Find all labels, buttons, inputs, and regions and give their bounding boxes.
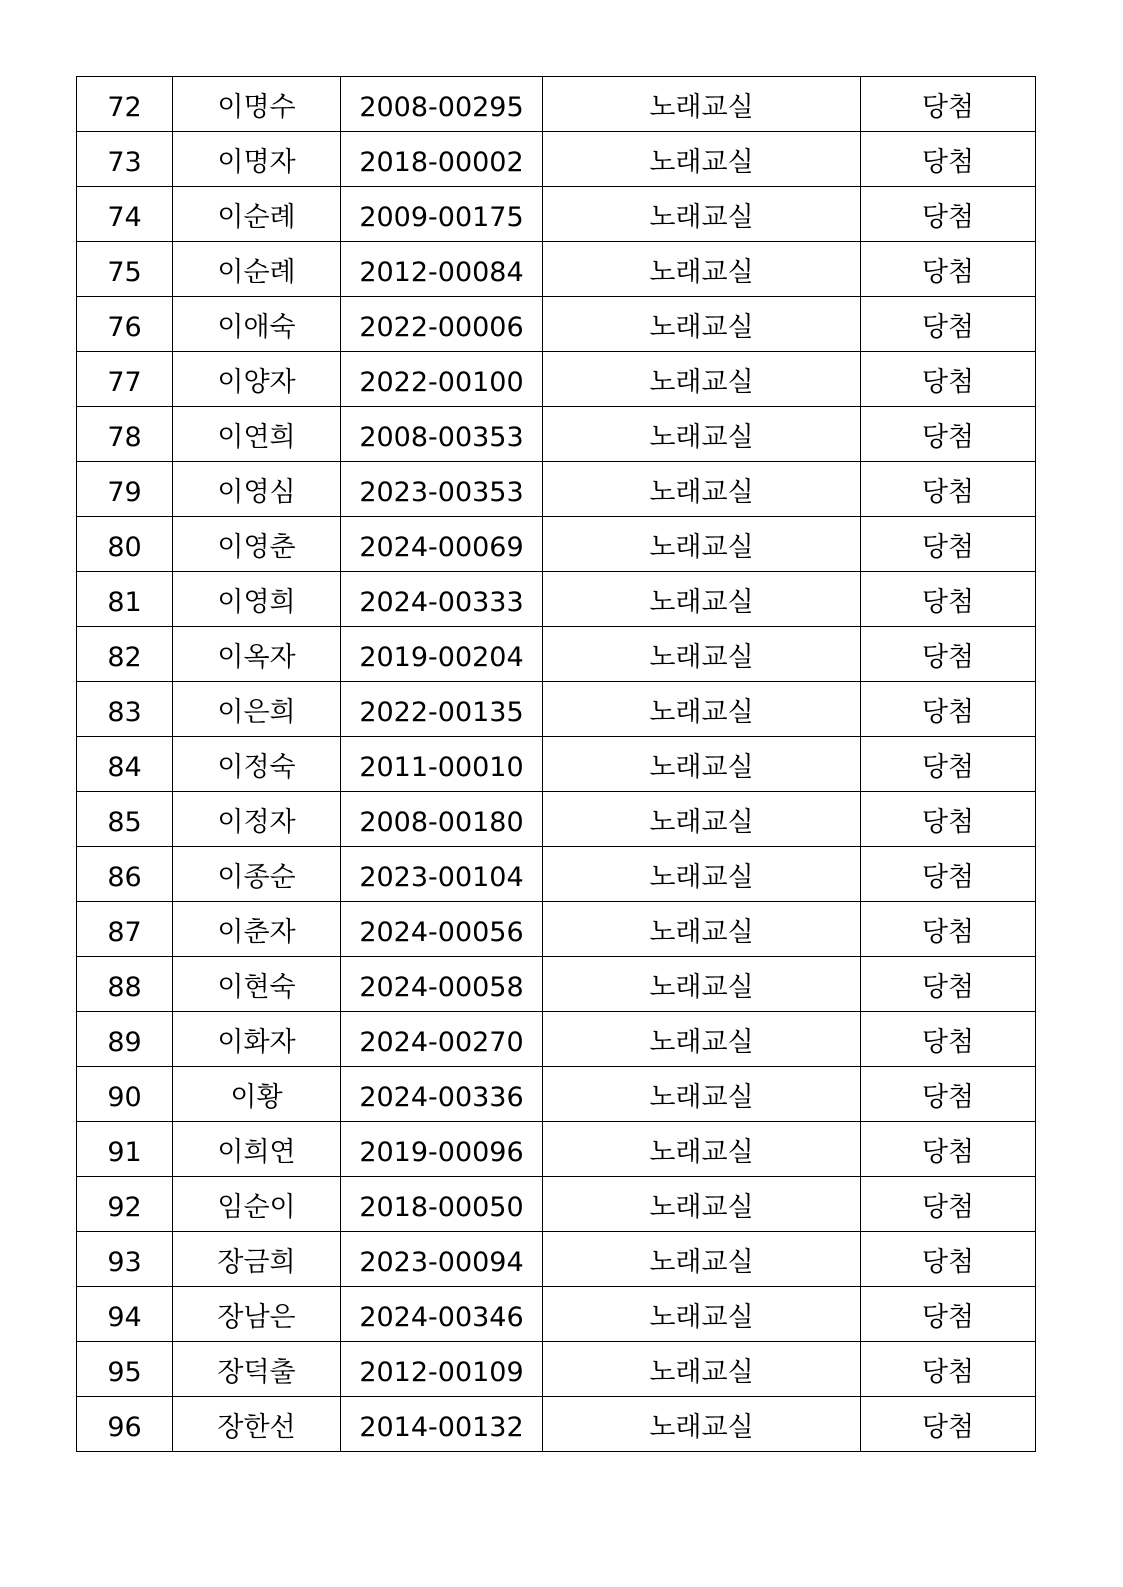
- row-number-cell: 82: [77, 627, 173, 682]
- name-cell: 이현숙: [173, 957, 341, 1012]
- result-cell: 당첨: [861, 957, 1036, 1012]
- member-id-cell: 2022-00100: [341, 352, 543, 407]
- table-row: [77, 1287, 1036, 1342]
- class-cell: 노래교실: [543, 902, 861, 957]
- member-id-cell: 2022-00135: [341, 682, 543, 737]
- result-cell: 당첨: [861, 187, 1036, 242]
- member-id-cell: 2023-00353: [341, 462, 543, 517]
- member-id-cell: 2024-00336: [341, 1067, 543, 1122]
- class-cell: 노래교실: [543, 187, 861, 242]
- class-cell: 노래교실: [543, 572, 861, 627]
- class-cell: 노래교실: [543, 1232, 861, 1287]
- row-number-cell: 84: [77, 737, 173, 792]
- table-row: [77, 407, 1036, 462]
- result-cell: 당첨: [861, 352, 1036, 407]
- name-cell: 이애숙: [173, 297, 341, 352]
- winners-table: [76, 76, 1036, 1452]
- table-row: [77, 242, 1036, 297]
- table-row: [77, 132, 1036, 187]
- result-cell: 당첨: [861, 1287, 1036, 1342]
- member-id-cell: 2024-00333: [341, 572, 543, 627]
- result-cell: 당첨: [861, 1232, 1036, 1287]
- member-id-cell: 2012-00109: [341, 1342, 543, 1397]
- row-number-cell: 91: [77, 1122, 173, 1177]
- class-cell: 노래교실: [543, 682, 861, 737]
- name-cell: 이정자: [173, 792, 341, 847]
- name-cell: 장금희: [173, 1232, 341, 1287]
- row-number-cell: 73: [77, 132, 173, 187]
- member-id-cell: 2008-00353: [341, 407, 543, 462]
- class-cell: 노래교실: [543, 407, 861, 462]
- name-cell: 이춘자: [173, 902, 341, 957]
- table-row: [77, 1012, 1036, 1067]
- result-cell: 당첨: [861, 1012, 1036, 1067]
- table-row: [77, 737, 1036, 792]
- class-cell: 노래교실: [543, 847, 861, 902]
- class-cell: 노래교실: [543, 1397, 861, 1452]
- member-id-cell: 2024-00346: [341, 1287, 543, 1342]
- class-cell: 노래교실: [543, 132, 861, 187]
- row-number-cell: 93: [77, 1232, 173, 1287]
- result-cell: 당첨: [861, 737, 1036, 792]
- row-number-cell: 75: [77, 242, 173, 297]
- name-cell: 장덕출: [173, 1342, 341, 1397]
- table-row: [77, 572, 1036, 627]
- class-cell: 노래교실: [543, 517, 861, 572]
- row-number-cell: 78: [77, 407, 173, 462]
- result-cell: 당첨: [861, 1122, 1036, 1177]
- member-id-cell: 2009-00175: [341, 187, 543, 242]
- member-id-cell: 2019-00204: [341, 627, 543, 682]
- row-number-cell: 72: [77, 77, 173, 132]
- table-row: [77, 792, 1036, 847]
- result-cell: 당첨: [861, 297, 1036, 352]
- member-id-cell: 2022-00006: [341, 297, 543, 352]
- table-row: [77, 1122, 1036, 1177]
- row-number-cell: 87: [77, 902, 173, 957]
- result-cell: 당첨: [861, 77, 1036, 132]
- name-cell: 이희연: [173, 1122, 341, 1177]
- name-cell: 이명자: [173, 132, 341, 187]
- name-cell: 이영심: [173, 462, 341, 517]
- row-number-cell: 96: [77, 1397, 173, 1452]
- class-cell: 노래교실: [543, 1342, 861, 1397]
- class-cell: 노래교실: [543, 737, 861, 792]
- name-cell: 이옥자: [173, 627, 341, 682]
- class-cell: 노래교실: [543, 77, 861, 132]
- name-cell: 이은희: [173, 682, 341, 737]
- member-id-cell: 2023-00094: [341, 1232, 543, 1287]
- table-row: [77, 352, 1036, 407]
- row-number-cell: 92: [77, 1177, 173, 1232]
- member-id-cell: 2018-00002: [341, 132, 543, 187]
- member-id-cell: 2008-00295: [341, 77, 543, 132]
- result-cell: 당첨: [861, 682, 1036, 737]
- class-cell: 노래교실: [543, 792, 861, 847]
- table-row: [77, 1397, 1036, 1452]
- result-cell: 당첨: [861, 132, 1036, 187]
- name-cell: 이영희: [173, 572, 341, 627]
- member-id-cell: 2024-00058: [341, 957, 543, 1012]
- table-row: [77, 297, 1036, 352]
- member-id-cell: 2014-00132: [341, 1397, 543, 1452]
- result-cell: 당첨: [861, 1177, 1036, 1232]
- result-cell: 당첨: [861, 517, 1036, 572]
- table-row: [77, 682, 1036, 737]
- row-number-cell: 74: [77, 187, 173, 242]
- member-id-cell: 2011-00010: [341, 737, 543, 792]
- row-number-cell: 79: [77, 462, 173, 517]
- table-row: [77, 462, 1036, 517]
- row-number-cell: 89: [77, 1012, 173, 1067]
- class-cell: 노래교실: [543, 957, 861, 1012]
- class-cell: 노래교실: [543, 627, 861, 682]
- winners-table-body: [77, 77, 1036, 1452]
- row-number-cell: 85: [77, 792, 173, 847]
- member-id-cell: 2008-00180: [341, 792, 543, 847]
- table-row: [77, 77, 1036, 132]
- result-cell: 당첨: [861, 1067, 1036, 1122]
- name-cell: 이화자: [173, 1012, 341, 1067]
- member-id-cell: 2024-00270: [341, 1012, 543, 1067]
- row-number-cell: 86: [77, 847, 173, 902]
- table-row: [77, 517, 1036, 572]
- class-cell: 노래교실: [543, 242, 861, 297]
- row-number-cell: 94: [77, 1287, 173, 1342]
- result-cell: 당첨: [861, 847, 1036, 902]
- row-number-cell: 81: [77, 572, 173, 627]
- row-number-cell: 88: [77, 957, 173, 1012]
- table-row: [77, 902, 1036, 957]
- row-number-cell: 90: [77, 1067, 173, 1122]
- member-id-cell: 2023-00104: [341, 847, 543, 902]
- name-cell: 이정숙: [173, 737, 341, 792]
- name-cell: 이종순: [173, 847, 341, 902]
- result-cell: 당첨: [861, 1397, 1036, 1452]
- name-cell: 이순례: [173, 187, 341, 242]
- name-cell: 장한선: [173, 1397, 341, 1452]
- member-id-cell: 2024-00069: [341, 517, 543, 572]
- table-row: [77, 627, 1036, 682]
- result-cell: 당첨: [861, 792, 1036, 847]
- class-cell: 노래교실: [543, 1067, 861, 1122]
- table-row: [77, 1177, 1036, 1232]
- row-number-cell: 95: [77, 1342, 173, 1397]
- member-id-cell: 2024-00056: [341, 902, 543, 957]
- table-row: [77, 847, 1036, 902]
- table-row: [77, 1342, 1036, 1397]
- member-id-cell: 2012-00084: [341, 242, 543, 297]
- row-number-cell: 80: [77, 517, 173, 572]
- class-cell: 노래교실: [543, 297, 861, 352]
- class-cell: 노래교실: [543, 1177, 861, 1232]
- class-cell: 노래교실: [543, 1122, 861, 1177]
- result-cell: 당첨: [861, 627, 1036, 682]
- result-cell: 당첨: [861, 1342, 1036, 1397]
- name-cell: 이연희: [173, 407, 341, 462]
- row-number-cell: 76: [77, 297, 173, 352]
- name-cell: 장남은: [173, 1287, 341, 1342]
- class-cell: 노래교실: [543, 1287, 861, 1342]
- result-cell: 당첨: [861, 242, 1036, 297]
- name-cell: 이명수: [173, 77, 341, 132]
- name-cell: 이양자: [173, 352, 341, 407]
- row-number-cell: 77: [77, 352, 173, 407]
- table-row: [77, 187, 1036, 242]
- member-id-cell: 2019-00096: [341, 1122, 543, 1177]
- name-cell: 임순이: [173, 1177, 341, 1232]
- class-cell: 노래교실: [543, 462, 861, 517]
- result-cell: 당첨: [861, 462, 1036, 517]
- table-row: [77, 957, 1036, 1012]
- member-id-cell: 2018-00050: [341, 1177, 543, 1232]
- result-cell: 당첨: [861, 902, 1036, 957]
- result-cell: 당첨: [861, 572, 1036, 627]
- name-cell: 이영춘: [173, 517, 341, 572]
- name-cell: 이순례: [173, 242, 341, 297]
- class-cell: 노래교실: [543, 352, 861, 407]
- name-cell: 이황: [173, 1067, 341, 1122]
- row-number-cell: 83: [77, 682, 173, 737]
- result-cell: 당첨: [861, 407, 1036, 462]
- class-cell: 노래교실: [543, 1012, 861, 1067]
- table-row: [77, 1067, 1036, 1122]
- table-row: [77, 1232, 1036, 1287]
